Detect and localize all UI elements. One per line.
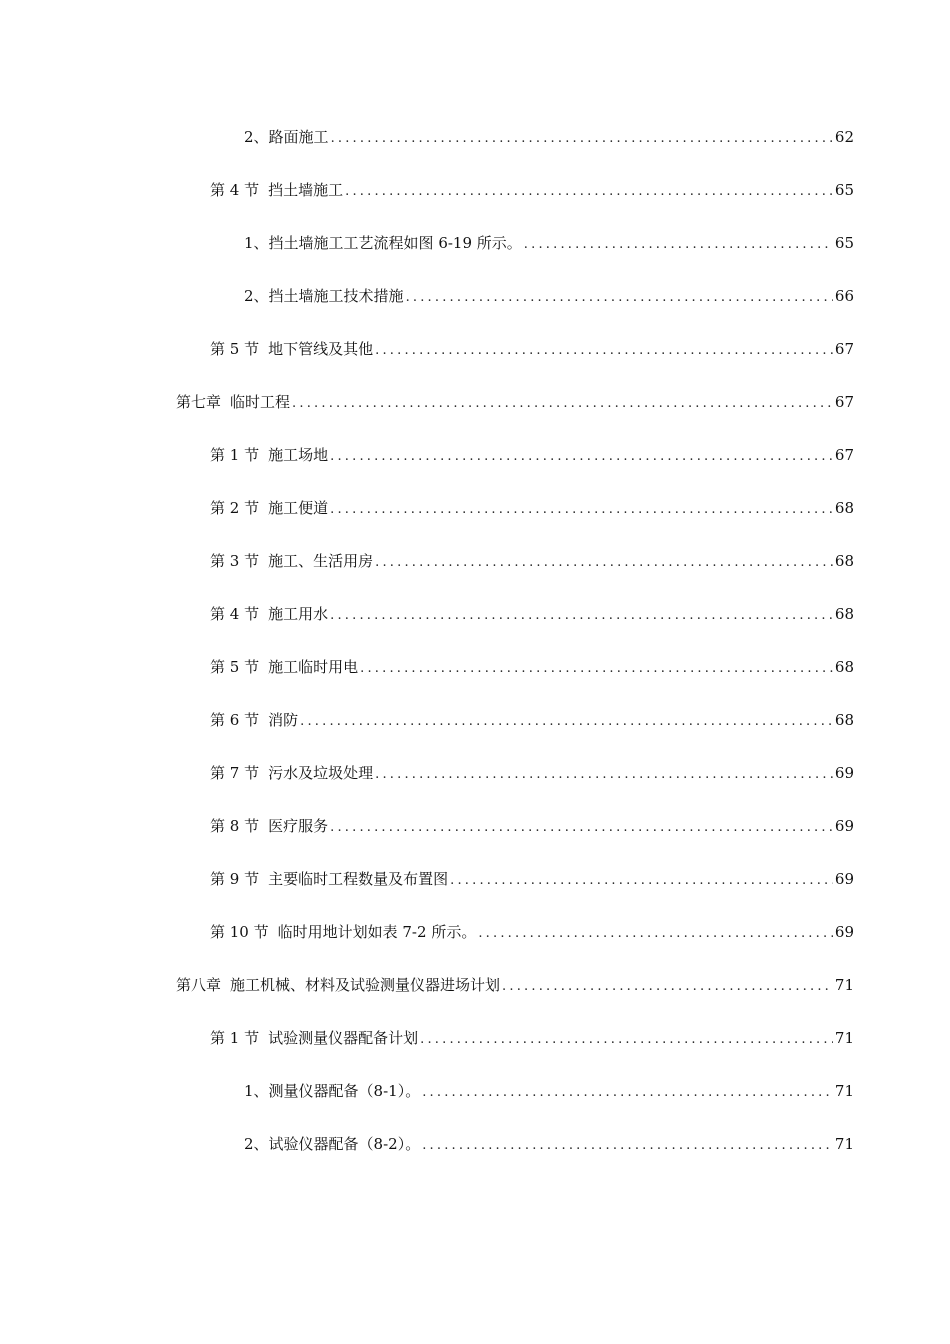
toc-entry[interactable] [210,654,854,680]
toc-entry[interactable] [210,813,854,839]
toc-entry-number: 2、 [244,287,269,305]
toc-entry-page: 67 [834,446,854,464]
dot-leader [292,391,833,417]
dot-leader [406,285,833,311]
toc-entry-number: 第 1 节 [210,1029,260,1047]
toc-entry-title: 主要临时工程数量及布置图 [268,870,449,888]
dot-leader [330,497,833,523]
toc-entry-title: 临时工程 [230,393,291,411]
toc-entry-title: 施工场地 [268,446,329,464]
toc-entry-page: 68 [834,499,854,517]
toc-entry-page: 68 [834,711,854,729]
toc-entry-page: 69 [834,923,854,941]
toc-entry-title: 施工用水 [268,605,329,623]
dot-leader [420,1027,833,1053]
dot-leader [502,974,833,1000]
dot-leader [330,815,833,841]
toc-entry-number: 第七章 [176,393,222,411]
toc-entry-number: 1、 [244,234,269,252]
toc-entry-title: 试验仪器配备（8-2）。 [268,1135,421,1153]
toc-entry-number: 1、 [244,1082,269,1100]
toc-entry-number: 第八章 [176,976,222,994]
toc-entry-title: 路面施工 [268,128,329,146]
toc-entry-number: 第 6 节 [210,711,260,729]
toc-entry[interactable] [244,1131,854,1157]
toc-entry[interactable] [210,866,854,892]
toc-entry[interactable] [210,177,854,203]
dot-leader [375,550,833,576]
toc-entry-title: 污水及垃圾处理 [268,764,374,782]
toc-entry-page: 66 [834,287,854,305]
toc-entry-title: 医疗服务 [268,817,329,835]
dot-leader [330,444,833,470]
toc-entry[interactable] [176,972,854,998]
toc-entry-title: 施工临时用电 [268,658,359,676]
toc-entry[interactable] [244,283,854,309]
dot-leader [450,868,833,894]
toc-entry-number: 第 2 节 [210,499,260,517]
toc-entry-number: 第 5 节 [210,340,260,358]
toc-entry[interactable] [210,442,854,468]
toc-entry-title: 挡土墙施工工艺流程如图 6-19 所示。 [268,234,522,252]
toc-entry-page: 71 [834,976,854,994]
dot-leader [478,921,833,947]
toc-entry[interactable] [210,336,854,362]
toc-entry-page: 68 [834,605,854,623]
dot-leader [300,709,833,735]
toc-entry-number: 第 9 节 [210,870,260,888]
toc-entry-page: 69 [834,817,854,835]
toc-entry-number: 2、 [244,128,269,146]
toc-entry-page: 68 [834,658,854,676]
toc-entry-page: 69 [834,764,854,782]
toc-entry-title: 挡土墙施工技术措施 [268,287,404,305]
toc-entry-number: 第 1 节 [210,446,260,464]
toc-entry-page: 71 [834,1029,854,1047]
toc-entry[interactable] [210,707,854,733]
dot-leader [422,1080,833,1106]
toc-entry-page: 71 [834,1082,854,1100]
toc-entry-title: 施工、生活用房 [268,552,374,570]
toc-entry[interactable] [210,919,854,945]
toc-entry-title: 消防 [268,711,299,729]
toc-entry-number: 第 4 节 [210,181,260,199]
toc-entry-number: 第 5 节 [210,658,260,676]
dot-leader [331,126,833,152]
toc-entry-title: 测量仪器配备（8-1）。 [268,1082,421,1100]
toc-entry-number: 第 8 节 [210,817,260,835]
toc-entry-title: 挡土墙施工 [268,181,344,199]
toc-entry[interactable] [210,601,854,627]
dot-leader [524,232,833,258]
toc-entry-number: 2、 [244,1135,269,1153]
toc-entry-page: 68 [834,552,854,570]
toc-entry-title: 临时用地计划如表 7-2 所示。 [277,923,477,941]
dot-leader [360,656,833,682]
toc-entry-page: 65 [834,181,854,199]
toc-entry-title: 施工便道 [268,499,329,517]
toc-entry-page: 67 [834,340,854,358]
dot-leader [422,1133,833,1159]
toc-entry[interactable] [244,124,854,150]
toc-entry[interactable] [210,1025,854,1051]
toc-entry-number: 第 7 节 [210,764,260,782]
toc-entry-title: 地下管线及其他 [268,340,374,358]
toc-entry-number: 第 10 节 [210,923,269,941]
toc-entry-page: 71 [834,1135,854,1153]
toc-entry[interactable] [210,548,854,574]
toc-entry[interactable] [244,230,854,256]
toc-entry-page: 67 [834,393,854,411]
dot-leader [375,338,833,364]
toc-entry-page: 62 [834,128,854,146]
toc-entry-number: 第 3 节 [210,552,260,570]
toc-entry[interactable] [210,495,854,521]
dot-leader [330,603,833,629]
toc-entry-title: 试验测量仪器配备计划 [268,1029,419,1047]
dot-leader [375,762,833,788]
toc-entry[interactable] [210,760,854,786]
toc-entry-title: 施工机械、材料及试验测量仪器进场计划 [230,976,501,994]
toc-entry-page: 65 [834,234,854,252]
dot-leader [345,179,833,205]
toc-entry[interactable] [244,1078,854,1104]
toc-entry-number: 第 4 节 [210,605,260,623]
toc-entry[interactable] [176,389,854,415]
toc-entry-page: 69 [834,870,854,888]
